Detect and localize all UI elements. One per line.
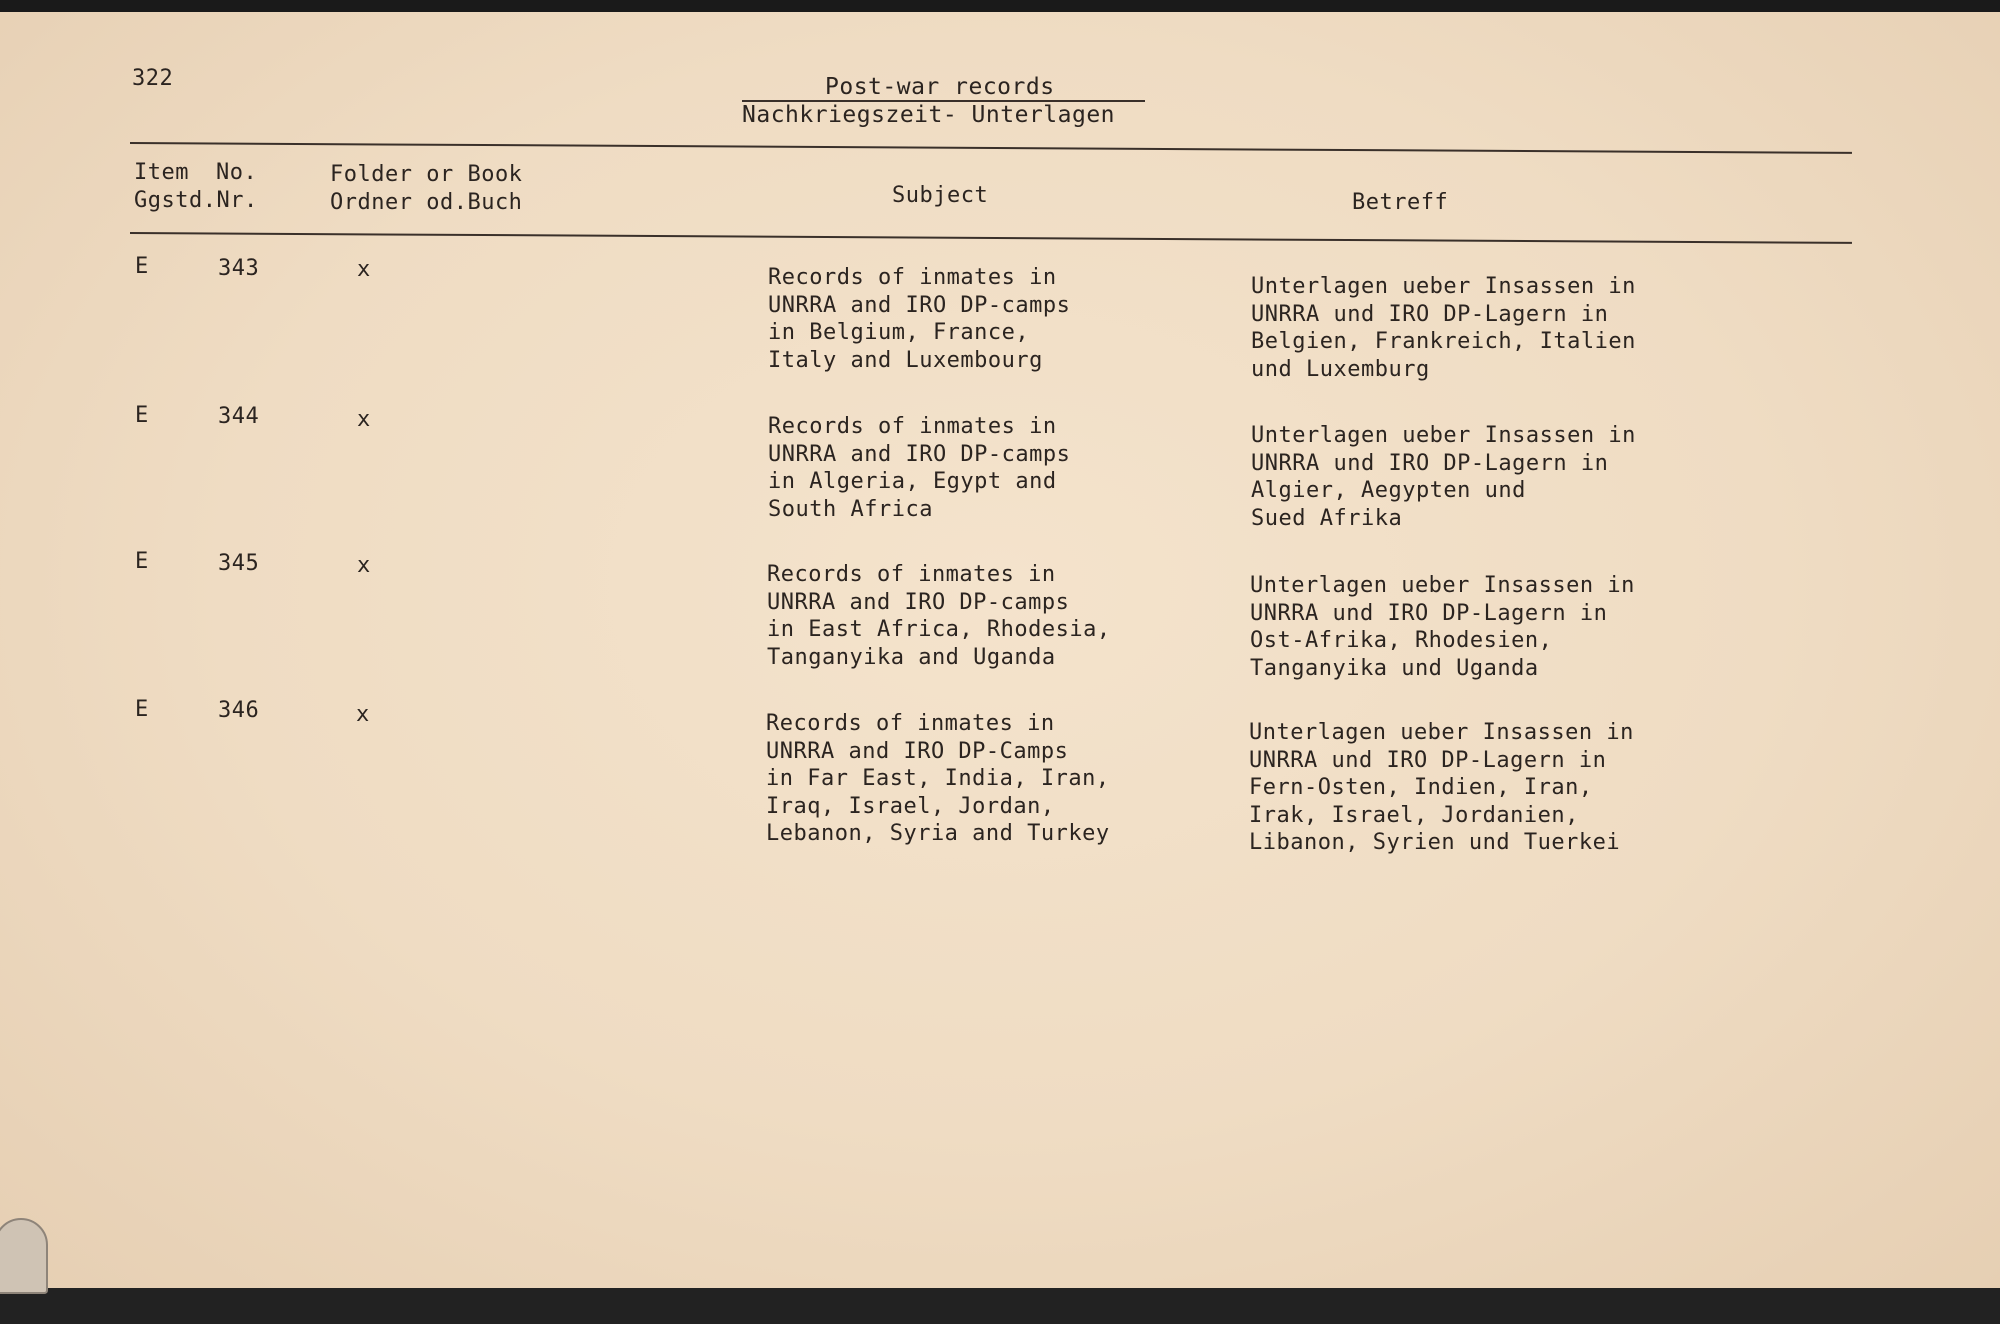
row-item: E [135, 697, 149, 722]
row-folder-mark: x [357, 553, 371, 578]
header-top-rule [130, 142, 1852, 154]
row-betreff: Unterlagen ueber Insassen in UNRRA und IRO DP-Lagern in Fern-Osten, Indien, Iran, Irak, Israel, Jordanien, Libanon, Syrien und Tuerkei [1249, 720, 1634, 855]
header-item-de: Ggstd.Nr. [134, 188, 258, 213]
header-folder-de: Ordner od.Buch [330, 190, 523, 215]
scan-bottom-edge [0, 1288, 2000, 1324]
header-betreff: Betreff [1352, 190, 1449, 215]
header-item: Item [134, 160, 189, 185]
title-german: Nachkriegszeit- Unterlagen [742, 102, 1116, 128]
header-folder: Folder or Book [330, 162, 523, 187]
row-betreff: Unterlagen ueber Insassen in UNRRA und IRO DP-Lagern in Belgien, Frankreich, Italien und Luxemburg [1251, 274, 1636, 382]
row-folder-mark: x [357, 407, 371, 432]
binder-tab [0, 1218, 48, 1294]
page-number: 322 [132, 66, 174, 91]
row-item: E [135, 403, 149, 428]
header-no: No. [216, 160, 258, 185]
row-number: 346 [218, 698, 260, 723]
document-page [0, 12, 2000, 1288]
row-item: E [135, 549, 149, 574]
row-number: 344 [218, 404, 260, 429]
title-english: Post-war records [825, 74, 1055, 100]
row-betreff: Unterlagen ueber Insassen in UNRRA und IRO DP-Lagern in Algier, Aegypten und Sued Afrika [1251, 423, 1636, 531]
row-betreff: Unterlagen ueber Insassen in UNRRA und IRO DP-Lagern in Ost-Afrika, Rhodesien, Tanganyika und Uganda [1250, 573, 1635, 681]
row-subject: Records of inmates in UNRRA and IRO DP-Camps in Far East, India, Iran, Iraq, Israel, Jordan, Lebanon, Syria and Turkey [766, 711, 1110, 846]
row-folder-mark: x [356, 702, 370, 727]
row-subject: Records of inmates in UNRRA and IRO DP-camps in Algeria, Egypt and South Africa [768, 414, 1071, 522]
row-number: 345 [218, 551, 260, 576]
row-folder-mark: x [357, 257, 371, 282]
row-subject: Records of inmates in UNRRA and IRO DP-camps in East Africa, Rhodesia, Tanganyika and Uganda [767, 562, 1111, 670]
header-subject: Subject [892, 183, 989, 208]
row-number: 343 [218, 256, 260, 281]
row-item: E [135, 254, 149, 279]
row-subject: Records of inmates in UNRRA and IRO DP-camps in Belgium, France, Italy and Luxembourg [768, 265, 1071, 373]
header-bottom-rule [130, 232, 1852, 244]
